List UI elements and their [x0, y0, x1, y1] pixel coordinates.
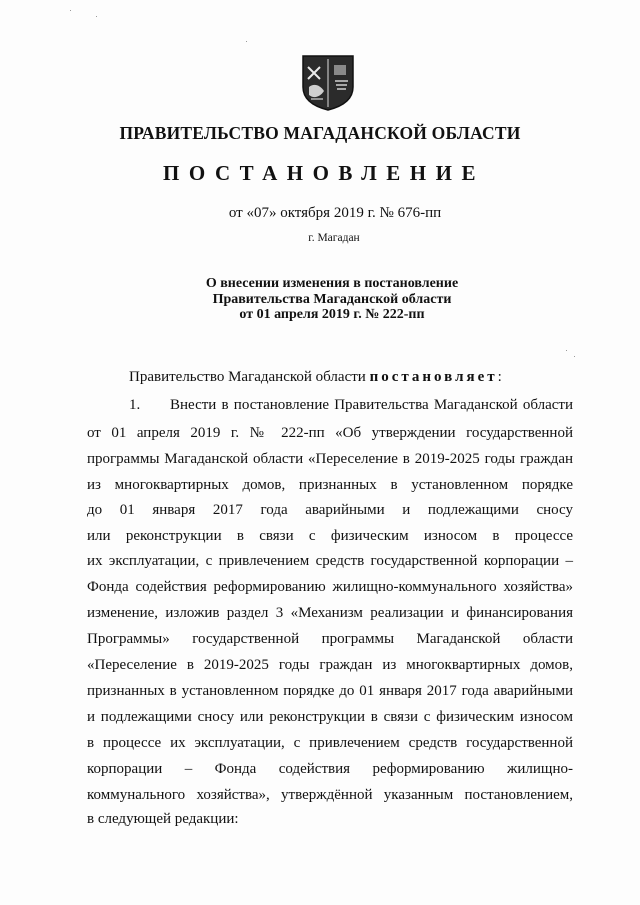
intro-text: Правительство Магаданской области [129, 369, 366, 385]
scan-speck [70, 10, 71, 11]
intro-verb: постановляет [369, 369, 498, 385]
city-line: г. Магадан [308, 232, 360, 244]
subject-line: от 01 апреля 2019 г. № 222-пп [239, 307, 425, 322]
body-line: из многоквартирных домов, признанных в установленном порядке [87, 477, 573, 493]
subject-line: О внесении изменения в постановление [205, 276, 459, 291]
intro-colon: : [497, 369, 502, 385]
item-number: 1. [129, 397, 141, 413]
body-line: от 01 апреля 2019 г. № 222-пп «Об утверждении государственной [87, 425, 573, 441]
body-line: Программы» государственной программы Магаданской области [87, 631, 573, 647]
body-line: в процессе их эксплуатации, с привлечением средств государственной [87, 735, 573, 751]
date-number-line: от «07» октября 2019 г. № 676-пп [228, 205, 442, 221]
scan-speck [566, 350, 567, 351]
body-line: изменение, изложив раздел 3 «Механизм реализации и финансирования [87, 605, 573, 621]
scan-speck [96, 16, 97, 17]
organization-title: ПРАВИТЕЛЬСТВО МАГАДАНСКОЙ ОБЛАСТИ [119, 123, 521, 143]
body-line: коммунального хозяйства», утверждённой указанным постановлением, [87, 787, 573, 803]
intro-paragraph [129, 369, 502, 386]
body-line: или реконструкции в связи с физическим износом в процессе [87, 528, 573, 544]
document-subject [0, 276, 640, 323]
coat-of-arms-emblem [300, 53, 356, 111]
body-line: программы Магаданской области «Переселение в 2019-2025 годы граждан [87, 451, 573, 467]
scan-speck [246, 41, 247, 42]
body-line: Фонда содействия реформированию жилищно-коммунального хозяйства» [87, 579, 573, 595]
item-first-line: Внести в постановление Правительства Магаданской области [170, 397, 573, 413]
subject-line: Правительства Магаданской области [212, 291, 452, 307]
document-type-title: ПОСТАНОВЛЕНИЕ [163, 161, 485, 185]
body-line: признанных в установленном порядке до 01 января 2017 года аварийными [87, 683, 573, 699]
body-line: корпорации – Фонда содействия реформированию жилищно- [87, 761, 573, 777]
scan-speck [574, 356, 575, 357]
body-line: их эксплуатации, с привлечением средств государственной корпорации – [87, 553, 573, 569]
body-line: и подлежащими сносу или реконструкции в связи с физическим износом [87, 709, 573, 725]
body-line: до 01 января 2017 года аварийными и подлежащими сносу [87, 502, 573, 518]
body-line: в следующей редакции: [87, 811, 239, 827]
body-line: «Переселение в 2019-2025 годы граждан из многоквартирных домов, [87, 657, 573, 673]
